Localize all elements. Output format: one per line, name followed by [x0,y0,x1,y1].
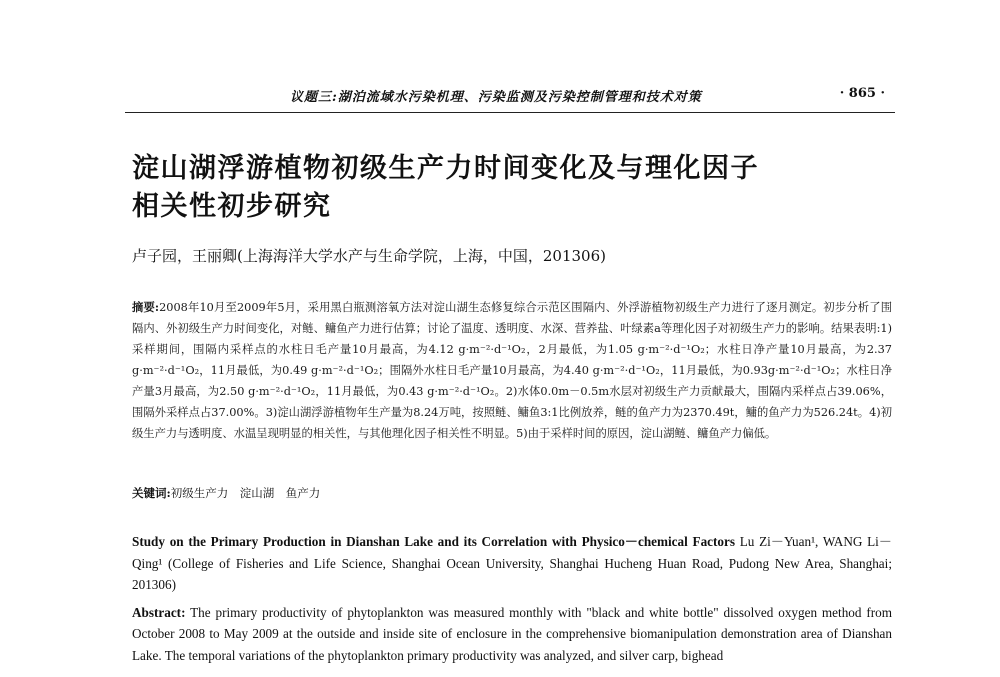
header-rule [125,112,895,113]
authors-cn: 卢子园，王丽卿(上海海洋大学水产与生命学院，上海，中国，201306) [132,247,606,265]
abstract-cn-text: 2008年10月至2009年5月，采用黑白瓶测溶氧方法对淀山湖生态修复综合示范区围隔内、外浮游植物初级生产力进行了逐月测定。初步分析了围隔内、外初级生产力时间变化，对鲢、鳙鱼产力进行估算；讨论了温度、透明度、水深、营养盐、叶绿素a等理化因子对初级生产力的影响。结果表明:1)采样期间，围隔内采样点的水柱日毛产量10月最高，为4.12 g·m⁻²·d⁻¹O₂，2月最低，为1.05 g·m⁻²·d⁻¹O₂；水柱日净产量10月最高，为2.37 g·m⁻²·d⁻¹O₂，11月最低，为0.49 g·m⁻²·d⁻¹O₂；围隔外水柱日毛产量10月最高，为4.40 g·m⁻²·d⁻¹O₂，11月最低，为0.93g·m⁻²·d⁻¹O₂；水柱日净产量3月最高，为2.50 g·m⁻²·d⁻¹O₂，11月最低，为0.43 g·m⁻²·d⁻¹O₂。2)水体0.0m－0.5m水层对初级生产力贡献最大，围隔内采样点占39.06%，围隔外采样点占37.00%。3)淀山湖浮游植物年生产量为8.24万吨，按照鲢、鳙鱼3:1比例放养，鲢的鱼产力为2370.49t，鳙的鱼产力为526.24t。4)初级生产力与透明度、水温呈现明显的相关性，与其他理化因子相关性不明显。5)由于采样时间的原因，淀山湖鲢、鳙鱼产力偏低。 [132,301,893,440]
page-number: · 865 · [839,86,885,101]
abstract-en-label: Abstract: [132,604,186,620]
english-section [132,531,892,666]
paper-title [132,150,852,226]
title-en: Study on the Primary Production in Dianshan Lake and its Correlation with Physico－chemical Factors [132,534,735,549]
abstract-cn-label: 摘要: [132,300,160,314]
keywords-cn [132,485,320,501]
paper-title-line-2: 相关性初步研究 [132,191,332,222]
keywords-cn-text: 初级生产力 淀山湖 鱼产力 [170,486,321,500]
title-authors-en [132,531,892,596]
authors-en: Lu Zi－Yuan¹, WANG Li－Qing¹ (College of Fisheries and Life Science, Shanghai Ocean University, Shanghai Hucheng Huan Road, Pudong New Area, Shanghai; 201306) [132,534,892,592]
abstract-en-text: The primary productivity of phytoplankton was measured monthly with "black and white bottle" dissolved oxygen method from October 2008 to May 2009 at the outside and inside site of enclosure in the comprehensive biomanipulation demonstration area of Dianshan Lake. The temporal variations of the phytoplankton primary productivity was analyzed, and silver carp, bighead [132,604,892,663]
paper-title-line-1: 淀山湖浮游植物初级生产力时间变化及与理化因子 [132,153,759,184]
abstract-cn [132,297,892,444]
running-head-title: 议题三:湖泊流域水污染机理、污染监测及污染控制管理和技术对策 [290,90,702,105]
running-head [125,86,895,108]
keywords-cn-label: 关键词: [132,486,171,500]
abstract-en [132,602,892,667]
